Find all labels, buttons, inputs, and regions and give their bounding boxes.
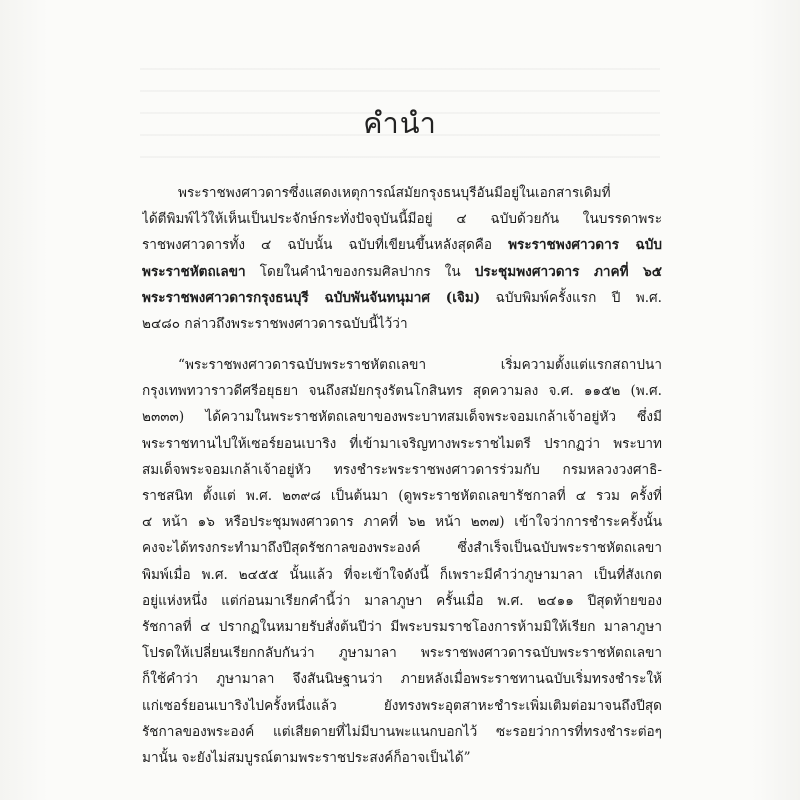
text-line: ได้ตีพิมพ์ไว้ให้เห็นเป็นประจักษ์กระทั่งปัจจุบันนี้มีอยู่ ๔ ฉบับด้วยกัน ในบรรดาพระ — [142, 211, 662, 228]
bold-title: พระราชพงศาวดาร ฉบับ — [508, 237, 662, 254]
text-line: ๔ หน้า ๑๖ หรือประชุมพงศาวดาร ภาคที่ ๖๒ หน้า ๒๓๗) เข้าใจว่าการชำระครั้งนั้น — [142, 514, 662, 531]
bold-title: ประชุมพงศาวดาร ภาคที่ ๖๕ — [474, 263, 662, 280]
text-line: ราชพงศาวดารทั้ง ๔ ฉบับนั้น ฉบับที่เขียนขึ้นหลังสุดคือ พระราชพงศาวดาร ฉบับ — [142, 237, 662, 254]
text-line: รัชกาลที่ ๔ ปรากฏในหมายรับสั่งต้นปีว่า มีพระบรมราชโองการห้ามมิให้เรียก มาลาภูษา — [142, 619, 662, 636]
text-line: ๒๓๓๓) ได้ความในพระราชหัตถเลขาของพระบาทสมเด็จพระจอมเกล้าเจ้าอยู่หัว ซึ่งมี — [142, 409, 662, 426]
text-line: สมเด็จพระจอมเกล้าเจ้าอยู่หัว ทรงชำระพระราชพงศาวดารร่วมกับ กรมหลวงวงศาธิ- — [142, 461, 662, 478]
bold-title: พระราชหัตถเลขา — [142, 263, 246, 280]
text-line: พระราชพงศาวดารซึ่งแสดงเหตุการณ์สมัยกรุงธนบุรีอันมีอยู่ในเอกสารเดิมที่ — [178, 185, 611, 201]
text-line: กรุงเทพทวาราวดีศรีอยุธยา จนถึงสมัยกรุงรัตนโกสินทร สุดความลง จ.ศ. ๑๑๕๒ (พ.ศ. — [142, 383, 662, 400]
page-title: คำนำ — [363, 106, 437, 140]
text-line: พระราชพงศาวดารกรุงธนบุรี ฉบับพันจันทนุมาศ (เจิม) ฉบับพิมพ์ครั้งแรก ปี พ.ศ. — [142, 289, 662, 306]
text-line: รัชกาลของพระองค์ แต่เสียดายที่ไม่มีบานพะแนกบอกไว้ ซะรอยว่าการที่ทรงชำระต่อๆ — [142, 723, 662, 740]
bold-title: พระราชพงศาวดารกรุงธนบุรี ฉบับพันจันทนุมาศ (เจิม) — [142, 289, 481, 306]
intro-paragraph — [142, 180, 662, 337]
text-line: ก็ใช้คำว่า ภูษามาลา จึงสันนิษฐานว่า ภายหลังเมื่อพระราชทานฉบับเริ่มทรงชำระให้ — [142, 671, 662, 688]
text-line: ราชสนิท ตั้งแต่ พ.ศ. ๒๓๙๘ เป็นต้นมา (ดูพระราชหัตถเลขารัชกาลที่ ๔ รวม ครั้งที่ — [142, 488, 662, 505]
text-line: “พระราชพงศาวดารฉบับพระราชหัตถเลขา เริ่มความตั้งแต่แรกสถาปนา — [178, 357, 662, 373]
text-line: มานั้น จะยังไม่สมบูรณ์ตามพระราชประสงค์ก็อาจเป็นได้” — [142, 750, 471, 767]
text-line: คงจะได้ทรงกระทำมาถึงปีสุดรัชกาลของพระองค์ ซึ่งสำเร็จเป็นฉบับพระราชหัตถเลขา — [142, 540, 662, 557]
text-line: แก่เซอร์ยอนเบาริงไปครั้งหนึ่งแล้ว ยังทรงพระอุตสาหะชำระเพิ่มเติมต่อมาจนถึงปีสุด — [142, 697, 662, 714]
text-line: ๒๔๘๐ กล่าวถึงพระราชพงศาวดารฉบับนี้ไว้ว่า — [142, 316, 408, 333]
text-line: โปรดให้เปลี่ยนเรียกกลับกันว่า ภูษามาลา พระราชพงศาวดารฉบับพระราชหัตถเลขา — [142, 645, 662, 662]
text-line: พระราชหัตถเลขา โดยในคำนำของกรมศิลปากร ใน ประชุมพงศาวดาร ภาคที่ ๖๕ — [142, 263, 662, 280]
text-line: อยู่แห่งหนึ่ง แต่ก่อนมาเรียกคำนี้ว่า มาลาภูษา ครั้นเมื่อ พ.ศ. ๒๔๑๑ ปีสุดท้ายของ — [142, 592, 662, 609]
text-line: พระราชทานไปให้เซอร์ยอนเบาริง ที่เข้ามาเจริญทางพระราชไมตรี ปรากฏว่า พระบาท — [142, 435, 662, 452]
quote-paragraph — [142, 352, 662, 771]
text-line: พิมพ์เมื่อ พ.ศ. ๒๔๕๕ นั้นแล้ว ที่จะเข้าใจดังนี้ ก็เพราะมีคำว่าภูษามาลา เป็นที่สังเกต — [142, 566, 662, 583]
